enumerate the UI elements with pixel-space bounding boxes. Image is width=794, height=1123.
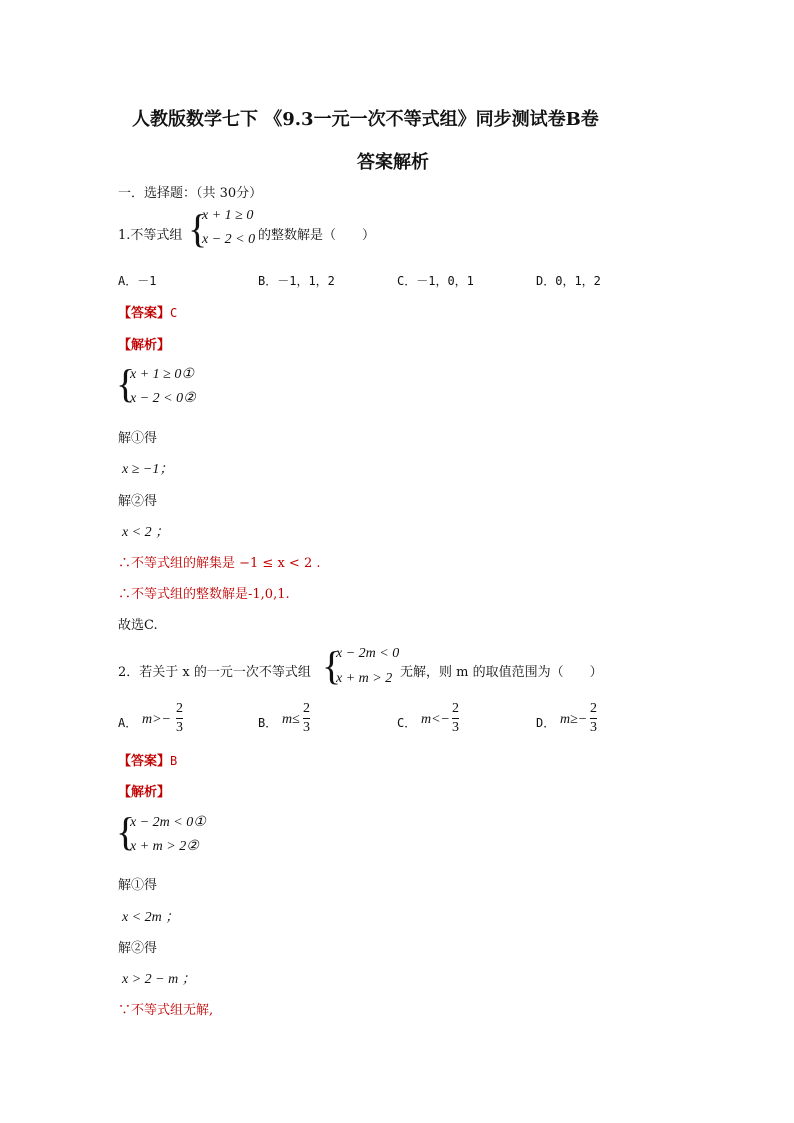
- q2-option-a-label: A．: [118, 716, 138, 730]
- q2-step1-result: x < 2m ；: [122, 910, 180, 925]
- q1-stem-prefix: 1.不等式组: [118, 228, 183, 243]
- q2-stem-prefix: 2．若关于 x 的一元一次不等式组: [118, 665, 311, 680]
- q2-analysis-line2: x + m > 2②: [130, 839, 199, 854]
- document-title-line2: 答案解析: [357, 152, 429, 173]
- q2-stem-suffix: 无解，则 m 的取值范围为（ ）: [400, 665, 603, 680]
- q1-option-a: A．－1: [118, 274, 157, 288]
- q1-system-brace: {: [188, 206, 208, 251]
- q2-option-c-fraction: 2 3: [452, 701, 459, 735]
- q1-answer: [118, 302, 177, 321]
- q1-step1-result: x ≥ −1；: [122, 462, 174, 477]
- q2-system-line2: x + m > 2: [336, 671, 393, 686]
- q2-answer: [118, 750, 177, 769]
- q1-analysis-label: 【解析】: [118, 338, 171, 353]
- q1-answer-value: C: [170, 306, 178, 320]
- q2-analysis-brace: {: [116, 809, 136, 854]
- q2-analysis-line1: x − 2m < 0①: [130, 815, 206, 830]
- q2-analysis-label: 【解析】: [118, 785, 171, 800]
- q1-answer-label: 【答案】: [118, 306, 171, 321]
- q1-analysis-line2: x − 2 < 0②: [130, 391, 196, 406]
- q1-conclusion1: ∴不等式组的解集是 −1 ≤ x < 2 .: [118, 556, 321, 571]
- q2-answer-value: B: [170, 754, 178, 768]
- q2-system-brace: {: [322, 643, 342, 688]
- q2-option-b-fraction: 2 3: [303, 701, 310, 735]
- q1-step2-result: x < 2 ；: [122, 525, 170, 540]
- q1-option-b: B．－1，1，2: [258, 274, 335, 288]
- q2-option-a-fraction: 2 3: [176, 701, 183, 735]
- q1-analysis-brace: {: [116, 361, 136, 406]
- q1-step1: 解①得: [118, 431, 158, 446]
- q1-option-c: C．－1，0，1: [397, 274, 474, 288]
- q1-analysis-line1: x + 1 ≥ 0①: [130, 367, 194, 382]
- q2-option-b-label: B．: [258, 716, 278, 730]
- q2-option-d-label: D．: [536, 716, 556, 730]
- q2-option-d-fraction: 2 3: [590, 701, 597, 735]
- q1-stem-suffix: 的整数解是（ ）: [258, 228, 376, 243]
- q2-option-c-expr: m<−: [421, 712, 451, 727]
- q2-step1: 解①得: [118, 878, 158, 893]
- q1-option-d: D．0，1，2: [536, 274, 601, 288]
- q1-conclusion2: ∴不等式组的整数解是-1,0,1.: [118, 587, 290, 602]
- q2-option-a-expr: m>−: [142, 712, 172, 727]
- q1-system-line2: x − 2 < 0: [202, 232, 256, 247]
- q2-answer-label: 【答案】: [118, 754, 171, 769]
- q1-final: 故选C.: [118, 618, 158, 633]
- section-heading: 一．选择题：（共 30分）: [118, 186, 263, 201]
- q2-step2: 解②得: [118, 941, 158, 956]
- q1-system-line1: x + 1 ≥ 0: [202, 208, 254, 223]
- q2-conclusion1: ∵不等式组无解,: [118, 1003, 214, 1018]
- q2-option-d-expr: m≥−: [560, 712, 588, 727]
- q2-step2-result: x > 2 − m ；: [122, 972, 196, 987]
- q2-option-c-label: C．: [397, 716, 417, 730]
- q2-option-b-expr: m≤: [282, 712, 300, 727]
- document-title-line1: 人教版数学七下 《9.3一元一次不等式组》同步测试卷B卷: [132, 109, 599, 130]
- q2-system-line1: x − 2m < 0: [336, 646, 400, 661]
- q1-step2: 解②得: [118, 494, 158, 509]
